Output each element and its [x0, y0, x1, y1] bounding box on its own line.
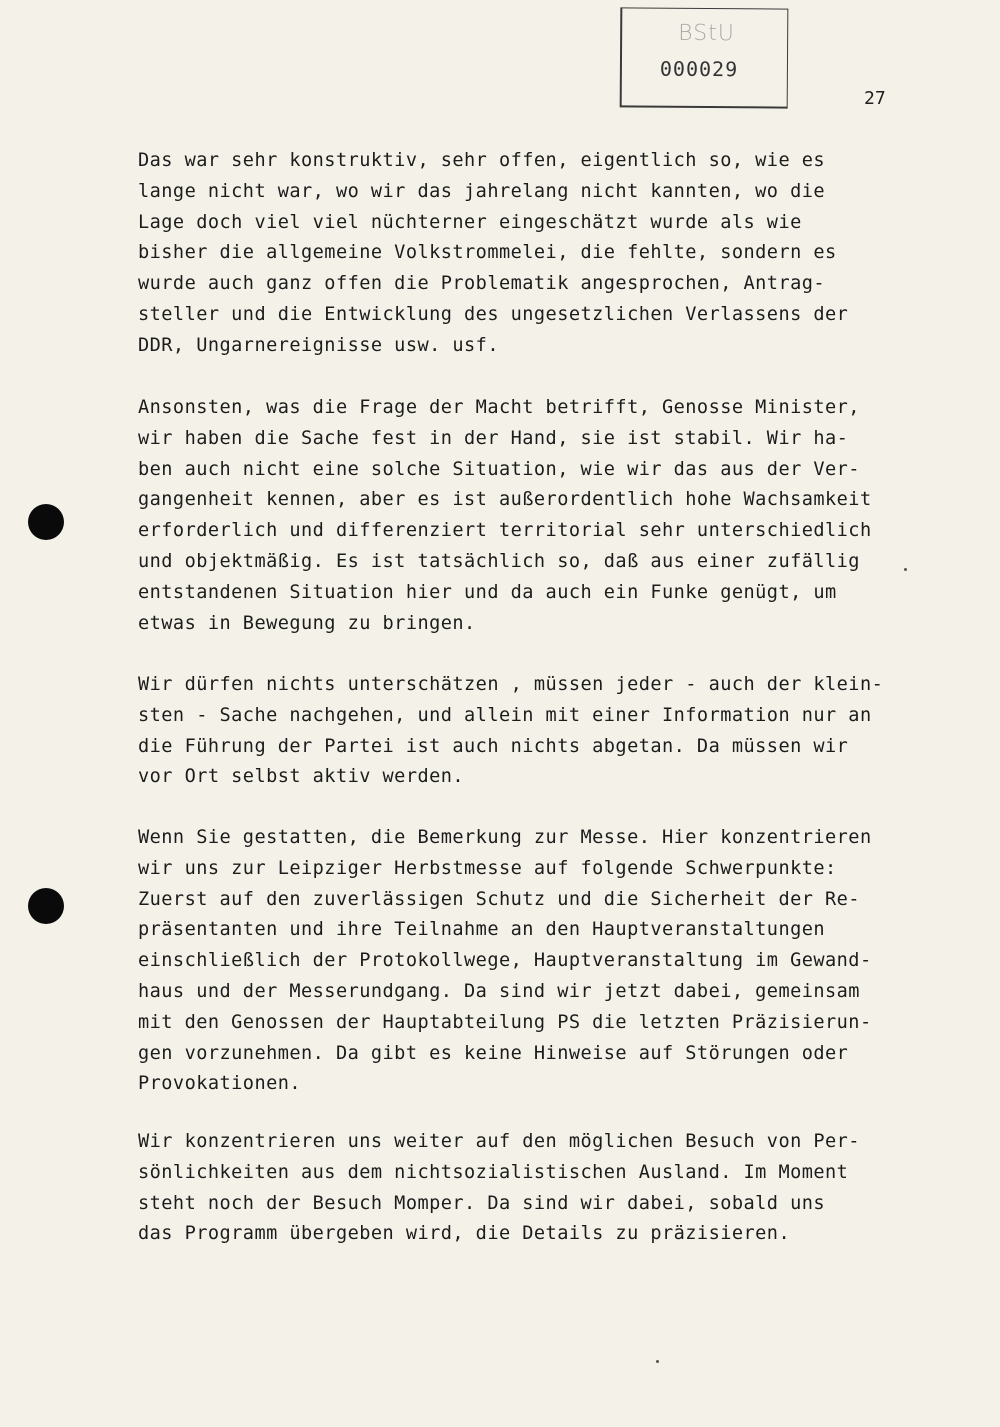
text-line: einschließlich der Protokollwege, Hauptveranstaltung im Gewand-	[138, 950, 872, 972]
archive-stamp	[620, 7, 789, 108]
text-line: etwas in Bewegung zu bringen.	[138, 612, 476, 634]
text-line: und objektmäßig. Es ist tatsächlich so, daß aus einer zufällig	[138, 550, 860, 572]
text-line: steht noch der Besuch Momper. Da sind wir dabei, sobald uns	[138, 1192, 826, 1214]
text-line: lange nicht war, wo wir das jahrelang nicht kannten, wo die	[138, 180, 826, 202]
text-line: mit den Genossen der Hauptabteilung PS die letzten Präzisierun-	[138, 1011, 872, 1033]
text-line: gen vorzunehmen. Da gibt es keine Hinweise auf Störungen oder	[138, 1042, 849, 1064]
text-line: haus und der Messerundgang. Da sind wir jetzt dabei, gemeinsam	[138, 980, 860, 1002]
punch-hole	[28, 888, 64, 924]
text-line: ben auch nicht eine solche Situation, wie wir das aus der Ver-	[138, 458, 860, 480]
paragraph-4	[138, 823, 918, 1100]
paragraph-1	[138, 146, 918, 362]
text-line: Wir dürfen nichts unterschätzen , müssen jeder - auch der klein-	[138, 674, 884, 695]
text-line: sten - Sache nachgehen, und allein mit einer Information nur an	[138, 704, 872, 726]
text-line: DDR, Ungarnereignisse usw. usf.	[138, 334, 499, 356]
text-line: gangenheit kennen, aber es ist außerordentlich hohe Wachsamkeit	[138, 489, 872, 511]
text-line: steller und die Entwicklung des ungesetzlichen Verlassens der	[138, 303, 849, 325]
punch-hole	[28, 504, 64, 540]
text-line: sönlichkeiten aus dem nichtsozialistischen Ausland. Im Moment	[138, 1161, 849, 1183]
text-line: wir uns zur Leipziger Herbstmesse auf folgende Schwerpunkte:	[138, 857, 837, 879]
text-line: Provokationen.	[138, 1073, 302, 1095]
stamp-archive-number: 000029	[659, 56, 739, 82]
paragraph-5	[138, 1127, 918, 1250]
text-line: Ansonsten, was die Frage der Macht betrifft, Genosse Minister,	[138, 397, 860, 418]
text-line: wurde auch ganz offen die Problematik angesprochen, Antrag-	[138, 273, 826, 295]
paragraph-3	[138, 670, 918, 793]
text-line: erforderlich und differenziert territorial sehr unterschiedlich	[138, 520, 872, 542]
paragraph-2	[138, 393, 918, 639]
text-line: die Führung der Partei ist auch nichts abgetan. Da müssen wir	[138, 735, 849, 757]
text-line: vor Ort selbst aktiv werden.	[138, 766, 465, 788]
text-line: wir haben die Sache fest in der Hand, sie ist stabil. Wir ha-	[138, 427, 849, 449]
text-line: bisher die allgemeine Volkstrommelei, die fehlte, sondern es	[138, 242, 837, 264]
text-line: Wir konzentrieren uns weiter auf den möglichen Besuch von Per-	[138, 1131, 860, 1152]
page-number: 27	[864, 88, 886, 109]
stamp-archive-label: BStU	[678, 20, 735, 47]
text-line: entstandenen Situation hier und da auch ein Funke genügt, um	[138, 581, 837, 603]
text-line: Wenn Sie gestatten, die Bemerkung zur Messe. Hier konzentrieren	[138, 827, 872, 848]
text-line: das Programm übergeben wird, die Details zu präzisieren.	[138, 1223, 791, 1245]
text-line: Zuerst auf den zuverlässigen Schutz und die Sicherheit der Re-	[138, 888, 860, 910]
text-line: präsentanten und ihre Teilnahme an den Hauptveranstaltungen	[138, 919, 826, 941]
text-line: Lage doch viel viel nüchterner eingeschätzt wurde als wie	[138, 211, 802, 233]
text-line: Das war sehr konstruktiv, sehr offen, eigentlich so, wie es	[138, 150, 826, 171]
paper-speck	[656, 1360, 659, 1363]
